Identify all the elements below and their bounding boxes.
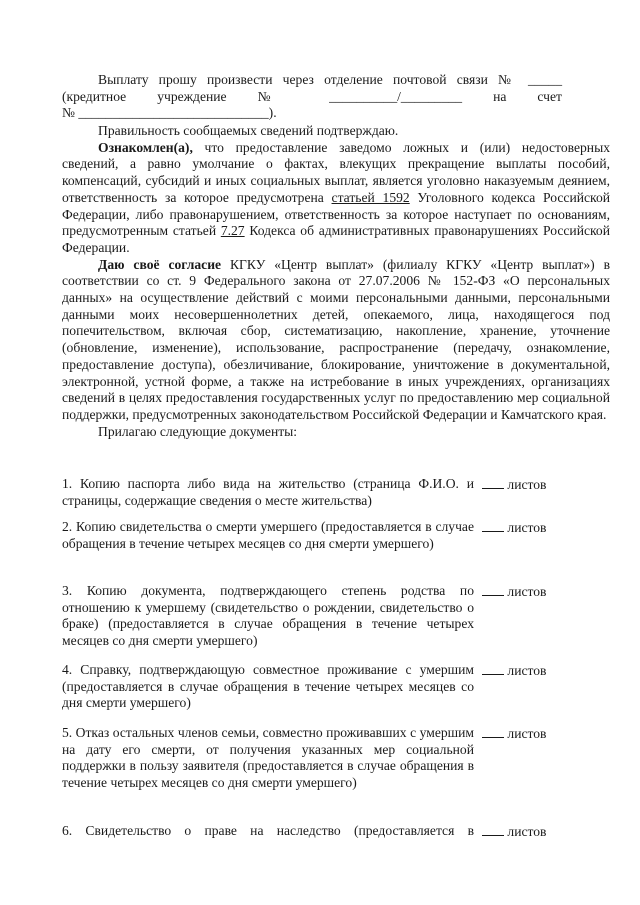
law-link-1592[interactable]: статьей 1592 [331, 189, 410, 205]
doc-item-6: 6. Свидетельство о праве на наследство (предоставляется в листов [62, 823, 547, 839]
law-link-727[interactable]: 7.27 [220, 223, 245, 239]
sheet-count-field[interactable] [482, 583, 504, 596]
main-text [62, 123, 610, 440]
doc-item-2: 2. Копию свидетельства о смерти умершего (предоставляется в случае обращения в течение четырех месяцев со дня смерти умершего) листов [62, 519, 547, 551]
confirm-statement: Правильность сообщаемых сведений подтверждаю. [98, 123, 399, 138]
payment-section [62, 72, 562, 122]
doc-item-4: 4. Справку, подтверждающую совместное проживание с умершим (предоставляется в случае обращения в течение четырех месяцев со дня смерти умершего) листов [62, 662, 547, 711]
doc-item-3: 3. Копию документа, подтверждающего степень родства по отношению к умершему (свидетельство о рождении, свидетельство о браке) (предоставляется в случае обращения в течение четырех месяцев со дня смерти умершего) листов [62, 583, 547, 649]
acknowledged-paragraph: Ознакомлен(а), что предоставление заведомо ложных и (или) недостоверных сведений, а равно умолчание о фактах, влекущих прекращение выплаты пособий, компенсаций, субсидий и иных социальных выплат, является уголовно наказуемым деянием, ответственность за которое предусмотрена статьей 1592 Уголовного кодекса Российской Федерации, либо правонарушением, ответственность за которое наступает по основаниям, предусмотренным статьей 7.27 Кодекса об административных правонарушениях Российской Федерации. [62, 139, 611, 255]
consent-lead: Даю своё согласие [98, 256, 222, 272]
payment-line-2: (кредитное учреждение № __________/_________ на счет [62, 88, 562, 104]
sheet-count-field[interactable] [482, 823, 504, 836]
doc-item-5: 5. Отказ остальных членов семьи, совместно проживавших с умершим на дату его смерти, от получения указанных мер социальной поддержки в пользу заявителя (предоставляется в случае обращения в течение четырех месяцев со дня смерти умершего) листов [62, 725, 547, 791]
sheet-count-field[interactable] [482, 519, 504, 532]
sheet-count-field[interactable] [482, 476, 504, 489]
sheet-count-field[interactable] [482, 662, 504, 675]
doc-item-1: 1. Копию паспорта либо вида на жительство (страница Ф.И.О. и страницы, содержащие сведения о месте жительства) листов [62, 476, 547, 508]
payment-line-3: № ____________________________). [62, 105, 277, 121]
payment-line-1: Выплату прошу произвести через отделение почтовой связи № _____ [98, 72, 562, 87]
acknowledged-lead: Ознакомлен(а), [98, 139, 193, 155]
sheet-count-field[interactable] [482, 725, 504, 738]
consent-paragraph: Даю своё согласие КГКУ «Центр выплат» (филиалу КГКУ «Центр выплат») в соответствии со ст. 9 Федерального закона от 27.07.2006 № 152-ФЗ «О персональных данных» на осуществление действий с моими персональными данными, персональными данными моих несовершеннолетних детей, опекаемого, лица, находящегося под попечительством, включая сбор, систематизацию, накопление, хранение, уточнение (обновление, изменение), использование, распространение (передачу, ознакомление, предоставление доступа), обезличивание, блокирование, уничтожение в документальной, электронной, устной форме, а также на истребование в иных учреждениях, организациях сведений в целях предоставления государственных услуг по предоставлению мер социальной поддержки, предусмотренных законодательством Российской Федерации и Камчатского края. [62, 256, 610, 422]
attach-intro: Прилагаю следующие документы: [98, 423, 298, 439]
